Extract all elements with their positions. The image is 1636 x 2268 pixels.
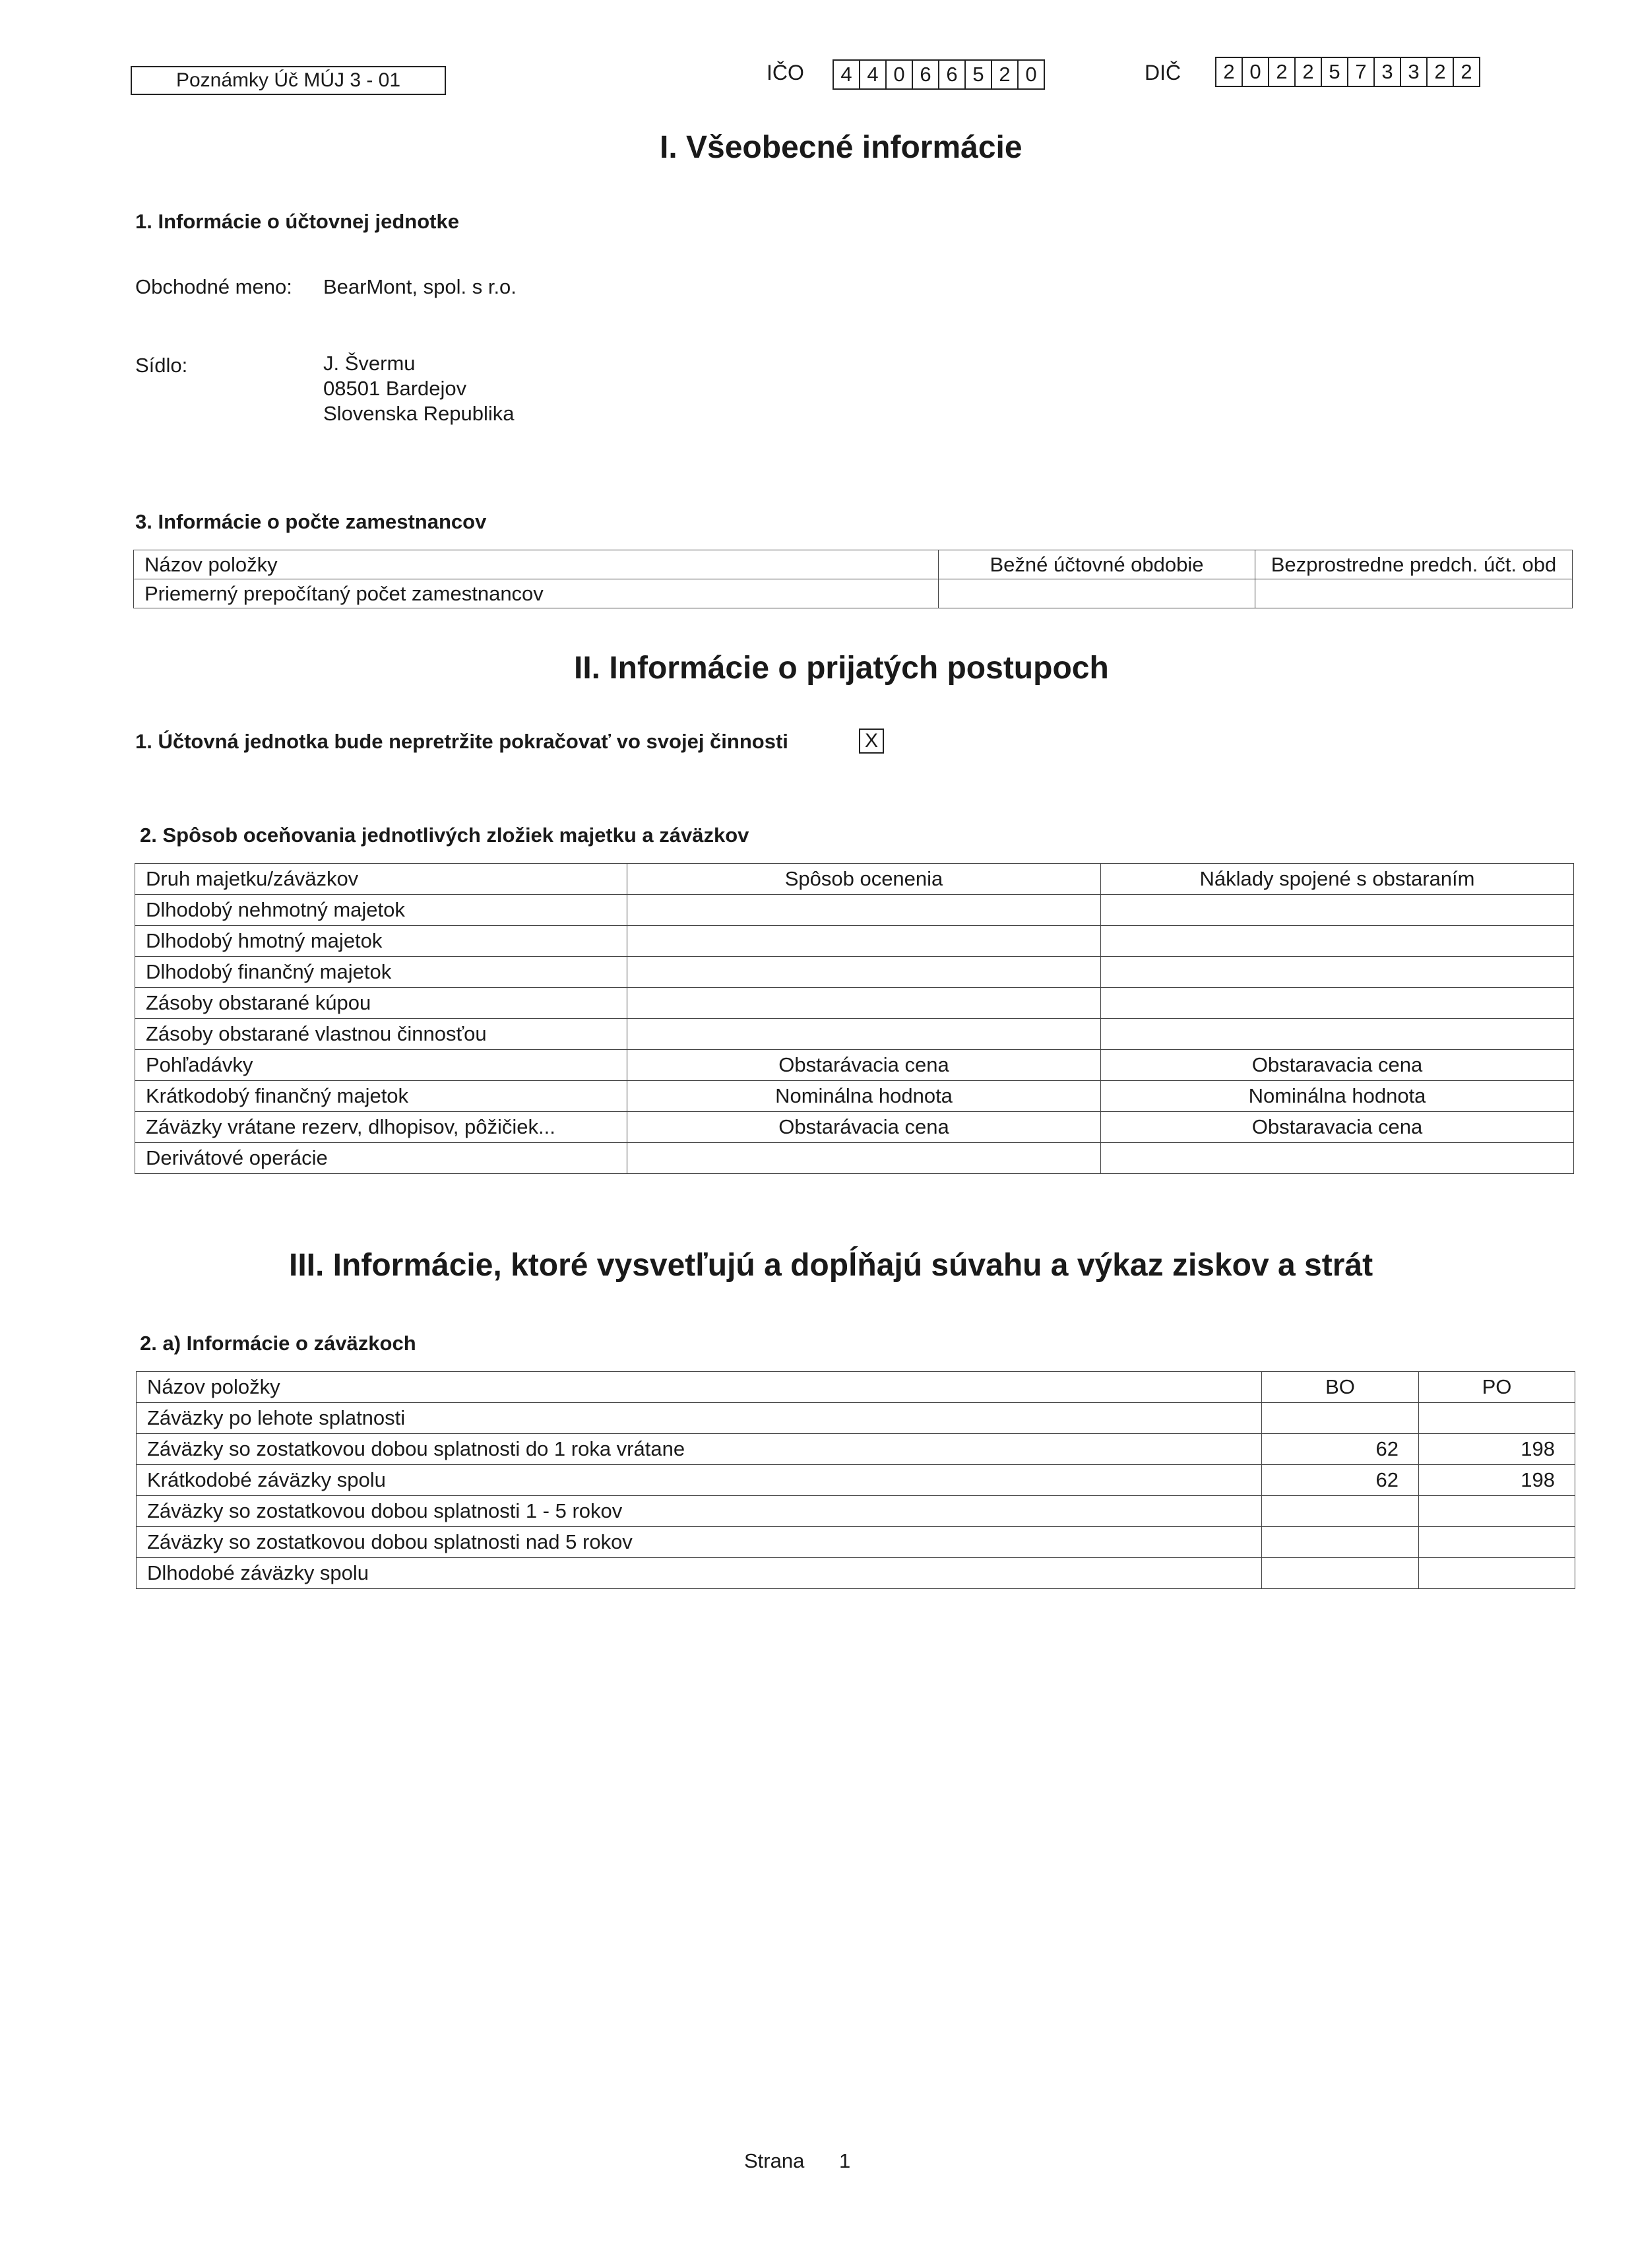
digit-cell: 2	[1296, 58, 1322, 86]
table-header-row	[137, 1372, 1575, 1403]
page-label: Strana	[744, 2149, 805, 2172]
table-cell	[1262, 1558, 1419, 1589]
table-row	[135, 926, 1574, 957]
table-row	[137, 1527, 1575, 1558]
name-value: BearMont, spol. s r.o.	[323, 275, 517, 298]
dic-digits	[1215, 57, 1480, 87]
table-header-cell: Názov položky	[137, 1372, 1262, 1403]
table-row	[137, 1465, 1575, 1496]
table-cell	[627, 957, 1101, 988]
valuation-table	[135, 863, 1574, 1174]
table-cell: Záväzky so zostatkovou dobou splatnosti nad 5 rokov	[137, 1527, 1262, 1558]
table-cell	[1419, 1527, 1575, 1558]
table-header-cell: BO	[1262, 1372, 1419, 1403]
table-cell	[1101, 1019, 1574, 1050]
form-code-box	[131, 66, 446, 95]
table-row	[135, 1050, 1574, 1081]
table-row	[135, 957, 1574, 988]
digit-cell: 4	[834, 61, 860, 88]
table-cell: Dlhodobý nehmotný majetok	[135, 895, 627, 926]
table-cell: Nominálna hodnota	[1101, 1081, 1574, 1112]
table-cell	[1101, 957, 1574, 988]
digit-cell: 2	[992, 61, 1019, 88]
seat-label: Sídlo:	[135, 354, 188, 377]
liabilities-table	[136, 1371, 1575, 1589]
table-cell	[1262, 1527, 1419, 1558]
unit-heading: 1. Informácie o účtovnej jednotke	[135, 210, 459, 233]
table-cell	[627, 895, 1101, 926]
table-row	[135, 1112, 1574, 1143]
going-concern-text: 1. Účtovná jednotka bude nepretržite pokračovať vo svojej činnosti	[135, 730, 788, 753]
digit-cell: 2	[1269, 58, 1296, 86]
table-cell: Zásoby obstarané kúpou	[135, 988, 627, 1019]
employees-heading: 3. Informácie o počte zamestnancov	[135, 510, 487, 533]
valuation-heading: 2. Spôsob oceňovania jednotlivých zložiek majetku a záväzkov	[140, 824, 749, 847]
table-cell: Záväzky po lehote splatnosti	[137, 1403, 1262, 1434]
seat-line: Slovenska Republika	[323, 402, 515, 425]
section2-title: II. Informácie o prijatých postupoch	[574, 651, 1109, 686]
table-cell: 62	[1262, 1434, 1419, 1465]
table-header-cell: Bezprostredne predch. účt. obd	[1255, 550, 1573, 579]
table-row	[135, 895, 1574, 926]
table-row	[137, 1496, 1575, 1527]
digit-cell: 3	[1375, 58, 1401, 86]
table-cell: Zásoby obstarané vlastnou činnosťou	[135, 1019, 627, 1050]
digit-cell: 2	[1216, 58, 1243, 86]
liabilities-heading: 2. a) Informácie o záväzkoch	[140, 1332, 416, 1355]
table-cell	[1262, 1403, 1419, 1434]
table-cell	[1419, 1403, 1575, 1434]
table-cell: Obstarávacia cena	[627, 1112, 1101, 1143]
name-label: Obchodné meno:	[135, 275, 292, 298]
table-row	[135, 1081, 1574, 1112]
ico-digits	[833, 59, 1045, 90]
table-cell: Krátkodobý finančný majetok	[135, 1081, 627, 1112]
table-row	[137, 1558, 1575, 1589]
digit-cell: 7	[1348, 58, 1375, 86]
table-cell: Obstarávacia cena	[627, 1050, 1101, 1081]
table-cell	[939, 579, 1255, 608]
table-cell: Derivátové operácie	[135, 1143, 627, 1174]
dic-label: DIČ	[1145, 61, 1181, 84]
table-header-cell: Druh majetku/záväzkov	[135, 864, 627, 895]
table-cell	[627, 926, 1101, 957]
table-row	[135, 1143, 1574, 1174]
form-code: Poznámky Úč MÚJ 3 - 01	[175, 69, 401, 91]
digit-cell: 0	[1243, 58, 1269, 86]
table-cell: Obstaravacia cena	[1101, 1050, 1574, 1081]
digit-cell: 3	[1401, 58, 1428, 86]
table-row	[134, 579, 1573, 608]
section1-title: I. Všeobecné informácie	[660, 130, 1022, 165]
table-cell: 198	[1419, 1465, 1575, 1496]
table-cell: Krátkodobé záväzky spolu	[137, 1465, 1262, 1496]
digit-cell: 2	[1428, 58, 1454, 86]
table-cell	[627, 1019, 1101, 1050]
table-header-row	[135, 864, 1574, 895]
table-cell: Nominálna hodnota	[627, 1081, 1101, 1112]
table-cell: Záväzky so zostatkovou dobou splatnosti 1 - 5 rokov	[137, 1496, 1262, 1527]
table-header-cell: Spôsob ocenenia	[627, 864, 1101, 895]
seat-address	[323, 351, 515, 426]
seat-line: 08501 Bardejov	[323, 377, 467, 400]
digit-cell: 0	[887, 61, 913, 88]
page-number: 1	[839, 2149, 851, 2172]
table-header-row	[134, 550, 1573, 579]
table-row	[137, 1434, 1575, 1465]
table-cell: Záväzky vrátane rezerv, dlhopisov, pôžičiek...	[135, 1112, 627, 1143]
digit-cell: 4	[860, 61, 887, 88]
table-cell	[627, 1143, 1101, 1174]
table-cell	[1262, 1496, 1419, 1527]
table-header-cell: Bežné účtovné obdobie	[939, 550, 1255, 579]
table-row	[135, 988, 1574, 1019]
table-cell: Dlhodobé záväzky spolu	[137, 1558, 1262, 1589]
table-cell: 62	[1262, 1465, 1419, 1496]
table-header-cell: Názov položky	[134, 550, 939, 579]
going-concern-checkbox: X	[859, 729, 884, 754]
table-cell	[1101, 895, 1574, 926]
table-cell: Dlhodobý hmotný majetok	[135, 926, 627, 957]
digit-cell: 6	[939, 61, 966, 88]
table-cell	[1419, 1558, 1575, 1589]
table-cell	[1101, 1143, 1574, 1174]
table-cell	[1101, 926, 1574, 957]
table-cell: Pohľadávky	[135, 1050, 627, 1081]
seat-line: J. Švermu	[323, 352, 416, 375]
table-cell: 198	[1419, 1434, 1575, 1465]
table-cell	[1419, 1496, 1575, 1527]
table-row	[137, 1403, 1575, 1434]
ico-label: IČO	[767, 61, 804, 84]
table-cell	[1101, 988, 1574, 1019]
table-cell: Priemerný prepočítaný počet zamestnancov	[134, 579, 939, 608]
digit-cell: 0	[1025, 63, 1037, 86]
digit-cell: 2	[1461, 60, 1472, 83]
table-cell: Dlhodobý finančný majetok	[135, 957, 627, 988]
digit-cell: 5	[1322, 58, 1348, 86]
table-cell	[1255, 579, 1573, 608]
table-cell: Záväzky so zostatkovou dobou splatnosti do 1 roka vrátane	[137, 1434, 1262, 1465]
table-cell: Obstaravacia cena	[1101, 1112, 1574, 1143]
table-cell	[627, 988, 1101, 1019]
table-row	[135, 1019, 1574, 1050]
section3-title: III. Informácie, ktoré vysvetľujú a dopĺňajú súvahu a výkaz ziskov a strát	[289, 1248, 1373, 1283]
table-header-cell: PO	[1419, 1372, 1575, 1403]
table-header-cell: Náklady spojené s obstaraním	[1101, 864, 1574, 895]
digit-cell: 5	[966, 61, 992, 88]
employees-table	[133, 550, 1573, 608]
digit-cell: 6	[913, 61, 939, 88]
